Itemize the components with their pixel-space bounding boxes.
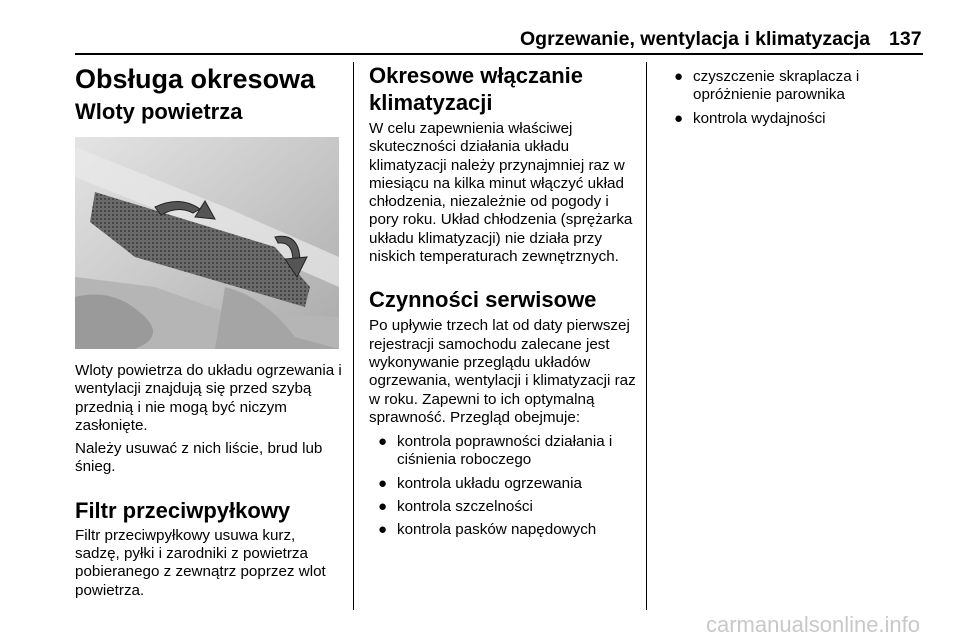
list-item: ● kontrola poprawności działania i ciśnienia roboczego [378, 433, 613, 469]
list-item: ● kontrola pasków napędowych [378, 521, 597, 539]
page-header-title: Ogrzewanie, wentylacja i klimatyzacja [520, 28, 871, 50]
service-bullet-list-continued [665, 68, 925, 128]
page-number: 137 [889, 28, 922, 50]
bullet-icon: ● [378, 433, 388, 451]
bullet-icon: ● [378, 521, 388, 539]
column-divider [353, 62, 354, 610]
air-inlets-text: Wloty powietrza do układu ogrzewania i wentylacji znajdują się przed szybą przednią i nie mogą być niczym zasłonięte. [75, 362, 342, 434]
list-item: ● kontrola wydajności [674, 109, 826, 127]
list-item: ● kontrola układu ogrzewania [378, 474, 582, 492]
bullet-icon: ● [378, 474, 388, 492]
column-3 [665, 62, 925, 128]
ac-title: Okresowe włączanie klimatyzacji [369, 63, 583, 115]
column-1 [75, 62, 343, 600]
bullet-icon: ● [674, 68, 684, 85]
bullet-icon: ● [674, 109, 684, 127]
column-2 [369, 62, 637, 540]
air-inlets-illustration [75, 137, 339, 349]
bullet-icon: ● [378, 498, 388, 516]
list-item: ● kontrola szczelności [378, 498, 533, 516]
column-divider [646, 62, 647, 610]
air-inlets-title: Wloty powietrza [75, 99, 243, 124]
ac-text: W celu zapewnienia właściwej skuteczności działania układu klimatyzacji należy przynajmniej raz w miesiącu na kilka minut włączyć układ chłodzenia, niezależnie od pogody i pory roku. Układ chłodzenia (sprężarka układu klimatyzacji) nie działa przy niskich temperaturach zewnętrznych. [369, 120, 633, 266]
pollen-filter-text: Filtr przeciwpyłkowy usuwa kurz, sadzę, pyłki i zarodniki z powietrza pobieranego z zewnątrz poprzez wlot powietrza. [75, 526, 326, 599]
air-inlets-text: Należy usuwać z nich liście, brud lub śnieg. [75, 440, 323, 476]
watermark: carmanualsonline.info [706, 612, 921, 637]
header-rule [75, 53, 923, 55]
service-text: Po upływie trzech lat od daty pierwszej rejestracji samochodu zalecane jest wykonywanie przeglądu układów ogrzewania, wentylacji i klimatyzacji raz w roku. Zapewni to ich optymalną sprawność. Przegląd obejmuje: [369, 317, 636, 426]
list-item: ● czyszczenie skraplacza i opróżnienie parownika [674, 68, 860, 104]
pollen-filter-title: Filtr przeciwpyłkowy [75, 497, 291, 523]
service-title: Czynności serwisowe [369, 287, 597, 313]
section-title: Obsługa okresowa [75, 64, 316, 94]
service-bullet-list [369, 433, 637, 539]
